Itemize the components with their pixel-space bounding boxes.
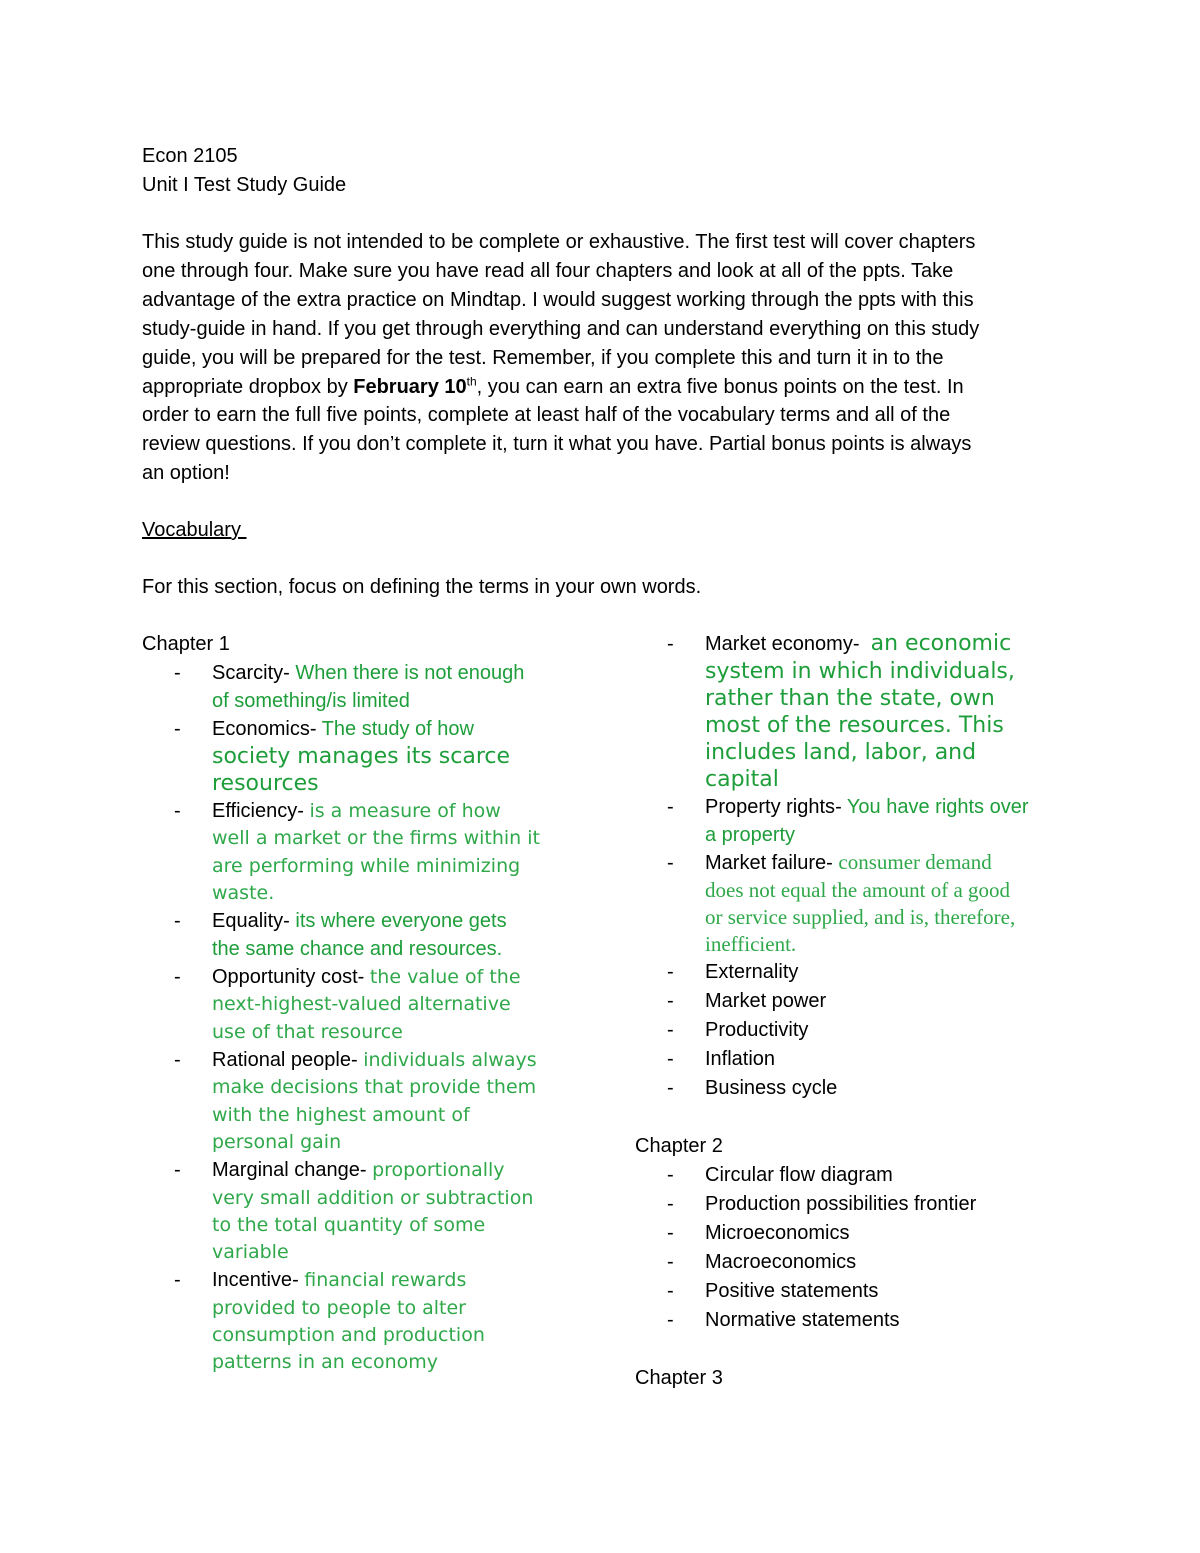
intro-text: , you can earn an extra five bonus points on the test. In (476, 375, 964, 398)
term-label: Microeconomics (705, 1222, 850, 1244)
term-label: Market failure (705, 852, 827, 874)
term-definition: You have rights over (846, 796, 1029, 818)
term-macroeconomics (635, 1248, 1075, 1277)
bullet-dash: - (174, 718, 181, 740)
vocabulary-instructions: For this section, focus on defining the terms in your own words. (142, 576, 702, 598)
term-opportunity-cost (142, 963, 582, 1046)
bullet-dash: - (667, 1309, 674, 1331)
term-marginal-change (142, 1156, 582, 1266)
term-label: Rational people (212, 1049, 351, 1072)
term-definition: does not equal the amount of a good (705, 878, 1011, 902)
term-incentive (142, 1266, 582, 1376)
term-business-cycle (635, 1074, 1075, 1103)
term-efficiency (142, 797, 582, 907)
term-definition: inefficient. (705, 932, 797, 956)
term-label: Incentive (212, 1269, 293, 1292)
term-definition: very small addition or subtraction (212, 1186, 534, 1209)
term-circular-flow-diagram (635, 1161, 1075, 1190)
term-label: Inflation (705, 1048, 776, 1070)
spacer (635, 1335, 1075, 1364)
term-normative-statements (635, 1306, 1075, 1335)
bullet-dash: - (667, 961, 674, 983)
chapter-3-heading: Chapter 3 (635, 1367, 723, 1389)
intro-line: one through four. Make sure you have read all four chapters and look at all of the ppts. Take (142, 259, 954, 282)
term-definition: individuals always (363, 1049, 537, 1072)
term-separator: - (357, 966, 370, 989)
term-label: Economics (212, 718, 310, 740)
term-definition: system in which individuals, (705, 659, 1015, 684)
term-label: Marginal change (212, 1159, 360, 1182)
term-separator: - (297, 800, 310, 822)
due-date: February 10 (353, 375, 467, 398)
term-production-possibilities-frontier (635, 1190, 1075, 1219)
chapter-2-term-list (635, 1161, 1075, 1335)
bullet-dash: - (667, 852, 674, 874)
term-label: Property rights (705, 796, 836, 818)
term-definition: with the highest amount of (212, 1103, 470, 1126)
term-definition: consumer demand (838, 850, 992, 874)
term-separator: - (351, 1049, 364, 1072)
intro-line: study-guide in hand. If you get through everything and can understand everything on this study (142, 317, 980, 340)
term-definition: well a market or the firms within it (212, 827, 540, 850)
term-label: Efficiency (212, 800, 298, 822)
term-definition: includes land, labor, and (705, 740, 977, 765)
bullet-dash: - (667, 1019, 674, 1041)
term-definition: When there is not enough (295, 662, 525, 684)
term-definition: of something/is limited (212, 690, 410, 712)
term-definition: provided to people to alter (212, 1296, 466, 1319)
bullet-dash: - (667, 1077, 674, 1099)
term-definition: personal gain (212, 1130, 342, 1153)
spacer (635, 1103, 1075, 1132)
chapter-1-term-list (142, 659, 582, 1377)
term-definition: proportionally (372, 1159, 505, 1182)
term-definition: or service supplied, and is, therefore, (705, 905, 1016, 929)
guide-title: Unit I Test Study Guide (142, 174, 347, 196)
bullet-dash: - (667, 796, 674, 818)
term-definition: financial rewards (304, 1269, 467, 1292)
intro-paragraph (142, 228, 1072, 488)
bullet-dash: - (667, 1193, 674, 1215)
due-date-suffix: th (466, 373, 477, 388)
term-definition: is a measure of how (309, 800, 501, 822)
term-definition: resources (212, 771, 319, 796)
bullet-dash: - (667, 1251, 674, 1273)
term-label: Market economy (705, 633, 853, 655)
bullet-dash: - (174, 1269, 181, 1292)
bullet-dash: - (667, 1280, 674, 1302)
term-separator: - (283, 662, 296, 684)
intro-line: guide, you will be prepared for the test. Remember, if you complete this and turn it in to the (142, 346, 944, 369)
bullet-dash: - (667, 633, 674, 655)
bullet-dash: - (174, 966, 181, 989)
term-separator: - (283, 910, 296, 933)
course-title: Econ 2105 (142, 145, 238, 167)
term-separator: - (292, 1269, 305, 1292)
term-definition: are performing while minimizing (212, 854, 521, 877)
term-separator: - (309, 718, 322, 740)
term-definition: make decisions that provide them (212, 1076, 537, 1099)
term-positive-statements (635, 1277, 1075, 1306)
term-market-economy (635, 630, 1075, 793)
term-label: Macroeconomics (705, 1251, 857, 1273)
intro-line: This study guide is not intended to be complete or exhaustive. The first test will cover chapters (142, 231, 976, 253)
intro-text: appropriate dropbox by (142, 375, 354, 398)
term-definition: most of the resources. This (705, 713, 1004, 738)
term-separator: - (826, 852, 839, 874)
term-separator: - (835, 796, 847, 818)
term-separator: - (359, 1159, 373, 1182)
term-definition: an economic (870, 631, 1012, 656)
bullet-dash: - (174, 1049, 181, 1072)
bullet-dash: - (667, 990, 674, 1012)
bullet-dash: - (174, 662, 181, 684)
term-market-failure (635, 849, 1075, 958)
chapter-1-term-list-continued (635, 630, 1075, 1103)
term-productivity (635, 1016, 1075, 1045)
bullet-dash: - (667, 1048, 674, 1070)
term-market-power (635, 987, 1075, 1016)
term-scarcity (142, 659, 582, 715)
bullet-dash: - (174, 1159, 181, 1182)
bullet-dash: - (667, 1222, 674, 1244)
term-definition: the value of the (369, 966, 521, 989)
term-definition: its where everyone gets (295, 910, 507, 933)
term-definition: next-highest-valued alternative (212, 993, 511, 1016)
term-label: Productivity (705, 1019, 809, 1041)
term-definition: use of that resource (212, 1020, 403, 1043)
term-label: Equality (212, 910, 284, 933)
term-label: Production possibilities frontier (705, 1193, 977, 1215)
term-definition: capital (705, 767, 779, 792)
term-label: Market power (705, 990, 827, 1012)
vocabulary-heading: Vocabulary (142, 519, 247, 541)
chapter-2-heading: Chapter 2 (635, 1135, 723, 1157)
term-label: Opportunity cost (212, 966, 358, 989)
bullet-dash: - (174, 800, 181, 822)
intro-line (142, 373, 1072, 402)
term-label: Circular flow diagram (705, 1164, 893, 1186)
term-microeconomics (635, 1219, 1075, 1248)
term-label: Scarcity (212, 662, 284, 684)
term-label: Business cycle (705, 1077, 838, 1099)
intro-line: review questions. If you don’t complete it, turn it what you have. Partial bonus points is always (142, 433, 972, 456)
term-definition: patterns in an economy (212, 1351, 439, 1374)
left-column (142, 630, 582, 1377)
term-label: Normative statements (705, 1309, 900, 1331)
term-definition: society manages its scarce (212, 744, 511, 769)
term-definition: the same chance and resources. (212, 938, 503, 961)
term-economics (142, 715, 582, 797)
term-externality (635, 958, 1075, 987)
right-column (635, 630, 1075, 1393)
term-definition: The study of how (321, 718, 474, 740)
term-inflation (635, 1045, 1075, 1074)
term-definition: consumption and production (212, 1324, 485, 1347)
chapter-1-heading: Chapter 1 (142, 633, 230, 655)
bullet-dash: - (667, 1164, 674, 1186)
term-label: Positive statements (705, 1280, 879, 1302)
intro-line: advantage of the extra practice on Mindtap. I would suggest working through the ppts with this (142, 288, 974, 311)
term-definition: waste. (212, 881, 275, 904)
term-label: Externality (705, 961, 799, 983)
bullet-dash: - (174, 910, 181, 933)
term-equality (142, 907, 582, 963)
term-rational-people (142, 1046, 582, 1156)
intro-line: an option! (142, 462, 230, 485)
term-definition: a property (705, 824, 796, 846)
term-definition: rather than the state, own (705, 686, 995, 711)
term-property-rights (635, 793, 1075, 849)
term-definition: to the total quantity of some (212, 1213, 486, 1236)
term-separator: - (852, 633, 871, 655)
intro-line: order to earn the full five points, complete at least half of the vocabulary terms and all of the (142, 404, 951, 427)
term-definition: variable (212, 1241, 289, 1264)
